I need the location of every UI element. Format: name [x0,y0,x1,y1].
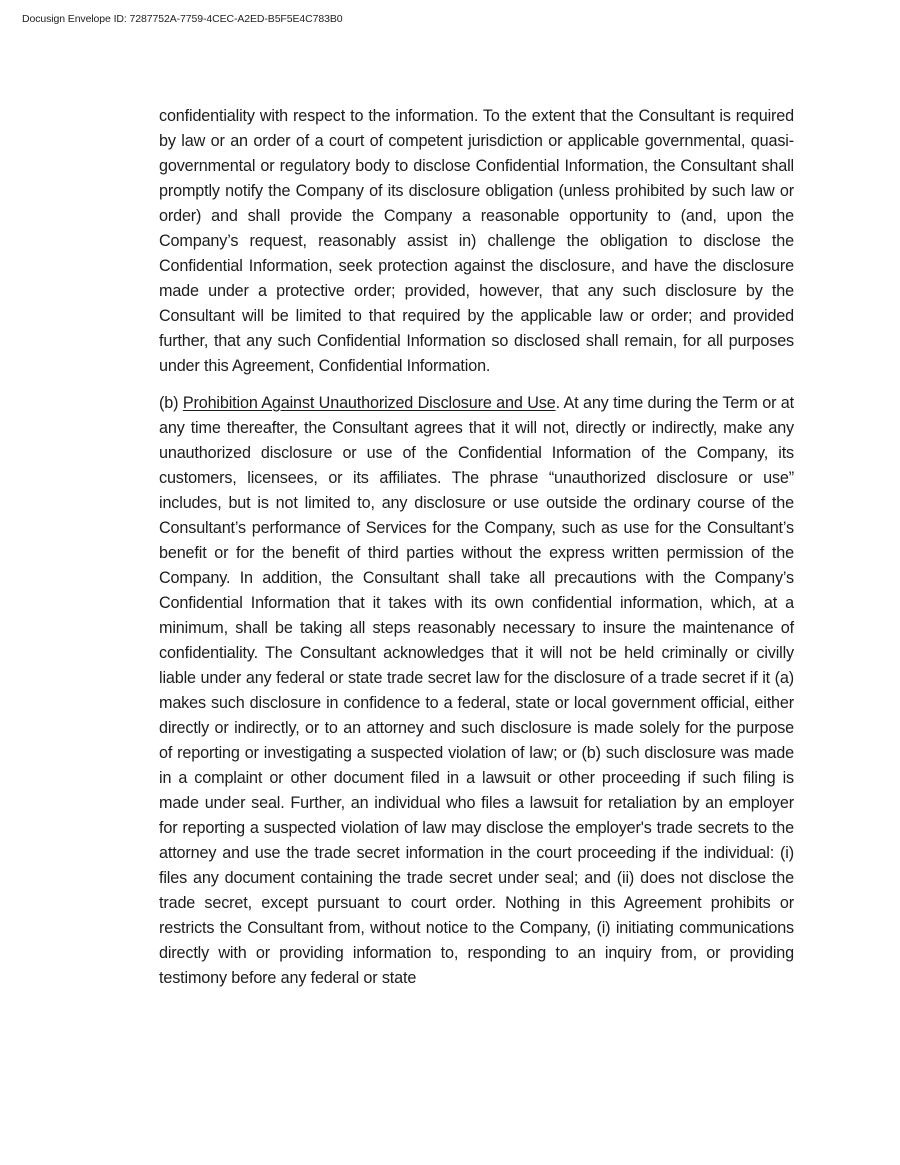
docusign-envelope-id: Docusign Envelope ID: 7287752A-7759-4CEC-A2ED-B5F5E4C783B0 [22,13,343,25]
paragraph-confidentiality-disclosure: confidentiality with respect to the information. To the extent that the Consultant is required by law or an order of a court of competent jurisdiction or applicable governmental, quasi-governmental or regulatory body to disclose Confidential Information, the Consultant shall promptly notify the Company of its disclosure obligation (unless prohibited by such law or order) and shall provide the Company a reasonable opportunity to (and, upon the Company’s request, reasonably assist in) challenge the obligation to disclose the Confidential Information, seek protection against the disclosure, and have the disclosure made under a protective order; provided, however, that any such disclosure by the Consultant will be limited to that required by the applicable law or order; and provided further, that any such Confidential Information so disclosed shall remain, for all purposes under this Agreement, Confidential Information. [159,107,794,375]
document-body [159,104,794,991]
paragraph-prefix: (b) [159,394,183,412]
section-heading-prohibition: Prohibition Against Unauthorized Disclosure and Use [182,394,556,412]
paragraph-prohibition [159,391,794,991]
paragraph-body: . At any time during the Term or at any time thereafter, the Consultant agrees that it will not, directly or indirectly, make any unauthorized disclosure or use of the Confidential Information of the Company, its customers, licensees, or its affiliates. The phrase “unauthorized disclosure or use” includes, but is not limited to, any disclosure or use outside the ordinary course of the Consultant’s performance of Services for the Company, such as use for the Consultant’s benefit or for the benefit of third parties without the express written permission of the Company. In addition, the Consultant shall take all precautions with the Company’s Confidential Information that it takes with its own confidential information, which, at a minimum, shall be taking all steps reasonably necessary to insure the maintenance of confidentiality. The Consultant acknowledges that it will not be held criminally or civilly liable under any federal or state trade secret law for the disclosure of a trade secret if it (a) makes such disclosure in confidence to a federal, state or local government official, either directly or indirectly, or to an attorney and such disclosure is made solely for the purpose of reporting or investigating a suspected violation of law; or (b) such disclosure was made in a complaint or other document filed in a lawsuit or other proceeding if such filing is made under seal. Further, an individual who files a lawsuit for retaliation by an employer for reporting a suspected violation of law may disclose the employer's trade secrets to the attorney and use the trade secret information in the court proceeding if the individual: (i) files any document containing the trade secret under seal; and (ii) does not disclose the trade secret, except pursuant to court order. Nothing in this Agreement prohibits or restricts the Consultant from, without notice to the Company, (i) initiating communications directly with or providing information to, responding to an inquiry from, or providing testimony before any federal or state [159,394,794,987]
